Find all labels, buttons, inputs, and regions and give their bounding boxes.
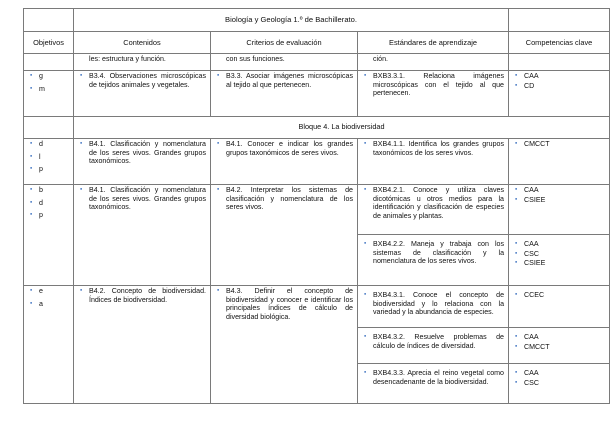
list-item: ▪ m [30,84,45,93]
bullet-icon: ▪ [364,240,367,247]
bullet-icon: ▪ [217,140,220,147]
list-item: ▪ d [30,140,43,148]
competencias-cell [509,185,610,235]
list-item: ▪ B3.3. Asociar imágenes microscópicas al tejido al que pertenecen. [217,72,353,89]
list-item: ▪ CCEC [515,291,545,299]
bullet-icon: ▪ [30,211,33,219]
bullet-icon: ▪ [364,72,367,79]
bullet-icon: ▪ [364,291,367,298]
list-item: ▪ CMCCT [515,342,550,351]
table-title: Biología y Geología 1.º de Bachillerato. [74,9,509,32]
table-row [24,185,610,235]
table-row [24,286,610,328]
competencias-cell [509,235,610,286]
list-item: ▪ CD [515,81,535,90]
continued-estandares [358,54,509,71]
bullet-icon: ▪ [80,72,83,79]
list-item: ▪ CSIEE [515,259,546,268]
list-item: ▪ B3.4. Observaciones microscópicas de tejidos animales y vegetales. [80,72,206,89]
list-item: ▪ B4.2. Interpretar los sistemas de clasificación y nomenclatura de los seres vivos. [217,186,353,212]
list-item: ▪ CSIEE [515,195,546,204]
bullet-icon: ▪ [217,186,220,193]
bullet-icon: ▪ [364,333,367,340]
block-blank-cell [24,117,74,139]
bullet-icon: ▪ [515,259,518,267]
bullet-icon: ▪ [515,195,518,203]
bullet-icon: ▪ [515,333,518,340]
list-item: ▪ B4.3. Definir el concepto de biodiversidad y conocer e identificar los principales índices de cálculo de diversidad biológica. [217,287,353,321]
list-item: ▪ B4.1. Clasificación y nomenclatura de los seres vivos. Grandes grupos taxonómicos. [80,186,206,212]
continued-estandares-text: ción. [373,55,388,63]
competencias-cell [509,364,610,404]
header-estandares: Estándares de aprendizaje [358,32,509,54]
continued-criterios-text: con sus funciones. [226,55,285,63]
bullet-icon: ▪ [80,287,83,294]
list-item: ▪ g [30,72,43,80]
list-item: ▪ CAA [515,186,539,194]
list-item: ▪ e [30,287,43,295]
list-item: ▪ B4.1. Conocer e indicar los grandes grupos taxonómicos de seres vivos. [217,140,353,157]
bullet-icon: ▪ [515,186,518,193]
header-contenidos: Contenidos [74,32,211,54]
bullet-icon: ▪ [364,140,367,147]
competencias-cell [509,71,610,117]
estandar-cell [358,185,509,235]
list-item: ▪ B4.2. Concepto de biodiversidad. Índices de biodiversidad. [80,287,206,304]
bullet-icon: ▪ [80,186,83,193]
header-row [24,32,610,54]
list-item: ▪ CAA [515,240,539,248]
objetivos-cell [24,139,74,185]
bullet-icon: ▪ [217,287,220,294]
bullet-icon: ▪ [515,249,518,257]
criterio-cell [211,71,358,117]
competencias-cell [509,139,610,185]
table-row [24,71,610,117]
continued-objetivos [24,54,74,71]
bullet-icon: ▪ [515,72,518,79]
bullet-icon: ▪ [515,240,518,247]
bullet-icon: ▪ [515,378,518,386]
continued-row [24,54,610,71]
bullet-icon: ▪ [30,299,33,307]
contenido-cell [74,185,211,286]
block-title-row [24,117,610,139]
list-item: ▪ CSC [515,378,539,387]
criterio-cell [211,139,358,185]
list-item: ▪ d [30,198,43,207]
contenido-cell [74,71,211,117]
title-row [24,9,610,32]
bullet-icon: ▪ [80,140,83,147]
header-objetivos: Objetivos [24,32,74,54]
bullet-icon: ▪ [515,140,518,147]
objetivos-cell [24,185,74,286]
block-title: Bloque 4. La biodiversidad [74,117,610,139]
continued-contenidos [74,54,211,71]
contenido-cell [74,286,211,404]
list-item: ▪ B4.1. Clasificación y nomenclatura de los seres vivos. Grandes grupos taxonómicos. [80,140,206,166]
estandar-cell [358,328,509,364]
continued-criterios [211,54,358,71]
estandar-cell [358,286,509,328]
bullet-icon: ▪ [515,342,518,350]
criterio-cell [211,286,358,404]
contenido-cell [74,139,211,185]
estandar-cell [358,235,509,286]
list-item: ▪ BXB4.2.1. Conoce y utiliza claves dicotómicas u otros medios para la identificación y clasificación de especies de animales y plantas. [364,186,505,220]
estandar-cell [358,139,509,185]
bullet-icon: ▪ [515,369,518,376]
list-item: ▪ BXB3.3.1. Relaciona imágenes microscópicas con el tejido al que pertenecen. [364,72,505,98]
list-item: ▪ BXB4.2.2. Maneja y trabaja con los sistemas de clasificación y la nomenclatura de los seres vivos. [364,240,505,266]
bullet-icon: ▪ [30,72,33,79]
bullet-icon: ▪ [30,165,33,173]
list-item: ▪ CAA [515,72,539,80]
title-blank-cell [24,9,74,32]
list-item: ▪ a [30,299,43,308]
bullet-icon: ▪ [30,140,33,147]
list-item: ▪ BXB4.3.3. Aprecia el reino vegetal como desencadenante de la biodiversidad. [364,369,505,386]
bullet-icon: ▪ [515,291,518,298]
bullet-icon: ▪ [30,152,33,160]
continued-contenidos-text: les: estructura y función. [89,55,166,63]
list-item: ▪ BXB4.1.1. Identifica los grandes grupos taxonómicos de los seres vivos. [364,140,505,157]
list-item: ▪ p [30,165,43,174]
title-blank-cell-right [509,9,610,32]
table-row [24,139,610,185]
bullet-icon: ▪ [30,287,33,294]
header-criterios: Criterios de evaluación [211,32,358,54]
bullet-icon: ▪ [30,186,33,193]
bullet-icon: ▪ [515,81,518,89]
estandar-cell [358,364,509,404]
list-item: ▪ CAA [515,333,539,341]
list-item: ▪ b [30,186,43,194]
estandar-cell [358,71,509,117]
list-item: ▪ BXB4.3.2. Resuelve problemas de cálculo de índices de diversidad. [364,333,505,350]
competencias-cell [509,286,610,328]
bullet-icon: ▪ [217,72,220,79]
bullet-icon: ▪ [364,186,367,193]
objetivos-cell [24,286,74,404]
header-competencias: Competencias clave [509,32,610,54]
curriculum-table [23,8,610,404]
bullet-icon: ▪ [30,198,33,206]
list-item: ▪ p [30,211,43,220]
criterio-cell [211,185,358,286]
list-item: ▪ CSC [515,249,539,258]
bullet-icon: ▪ [30,84,33,92]
list-item: ▪ CMCCT [515,140,550,148]
list-item: ▪ l [30,152,41,161]
continued-competencias [509,54,610,71]
list-item: ▪ BXB4.3.1. Conoce el concepto de biodiversidad y lo relaciona con la variedad y la abundancia de especies. [364,291,505,317]
competencias-cell [509,328,610,364]
bullet-icon: ▪ [364,369,367,376]
list-item: ▪ CAA [515,369,539,377]
objetivos-cell [24,71,74,117]
